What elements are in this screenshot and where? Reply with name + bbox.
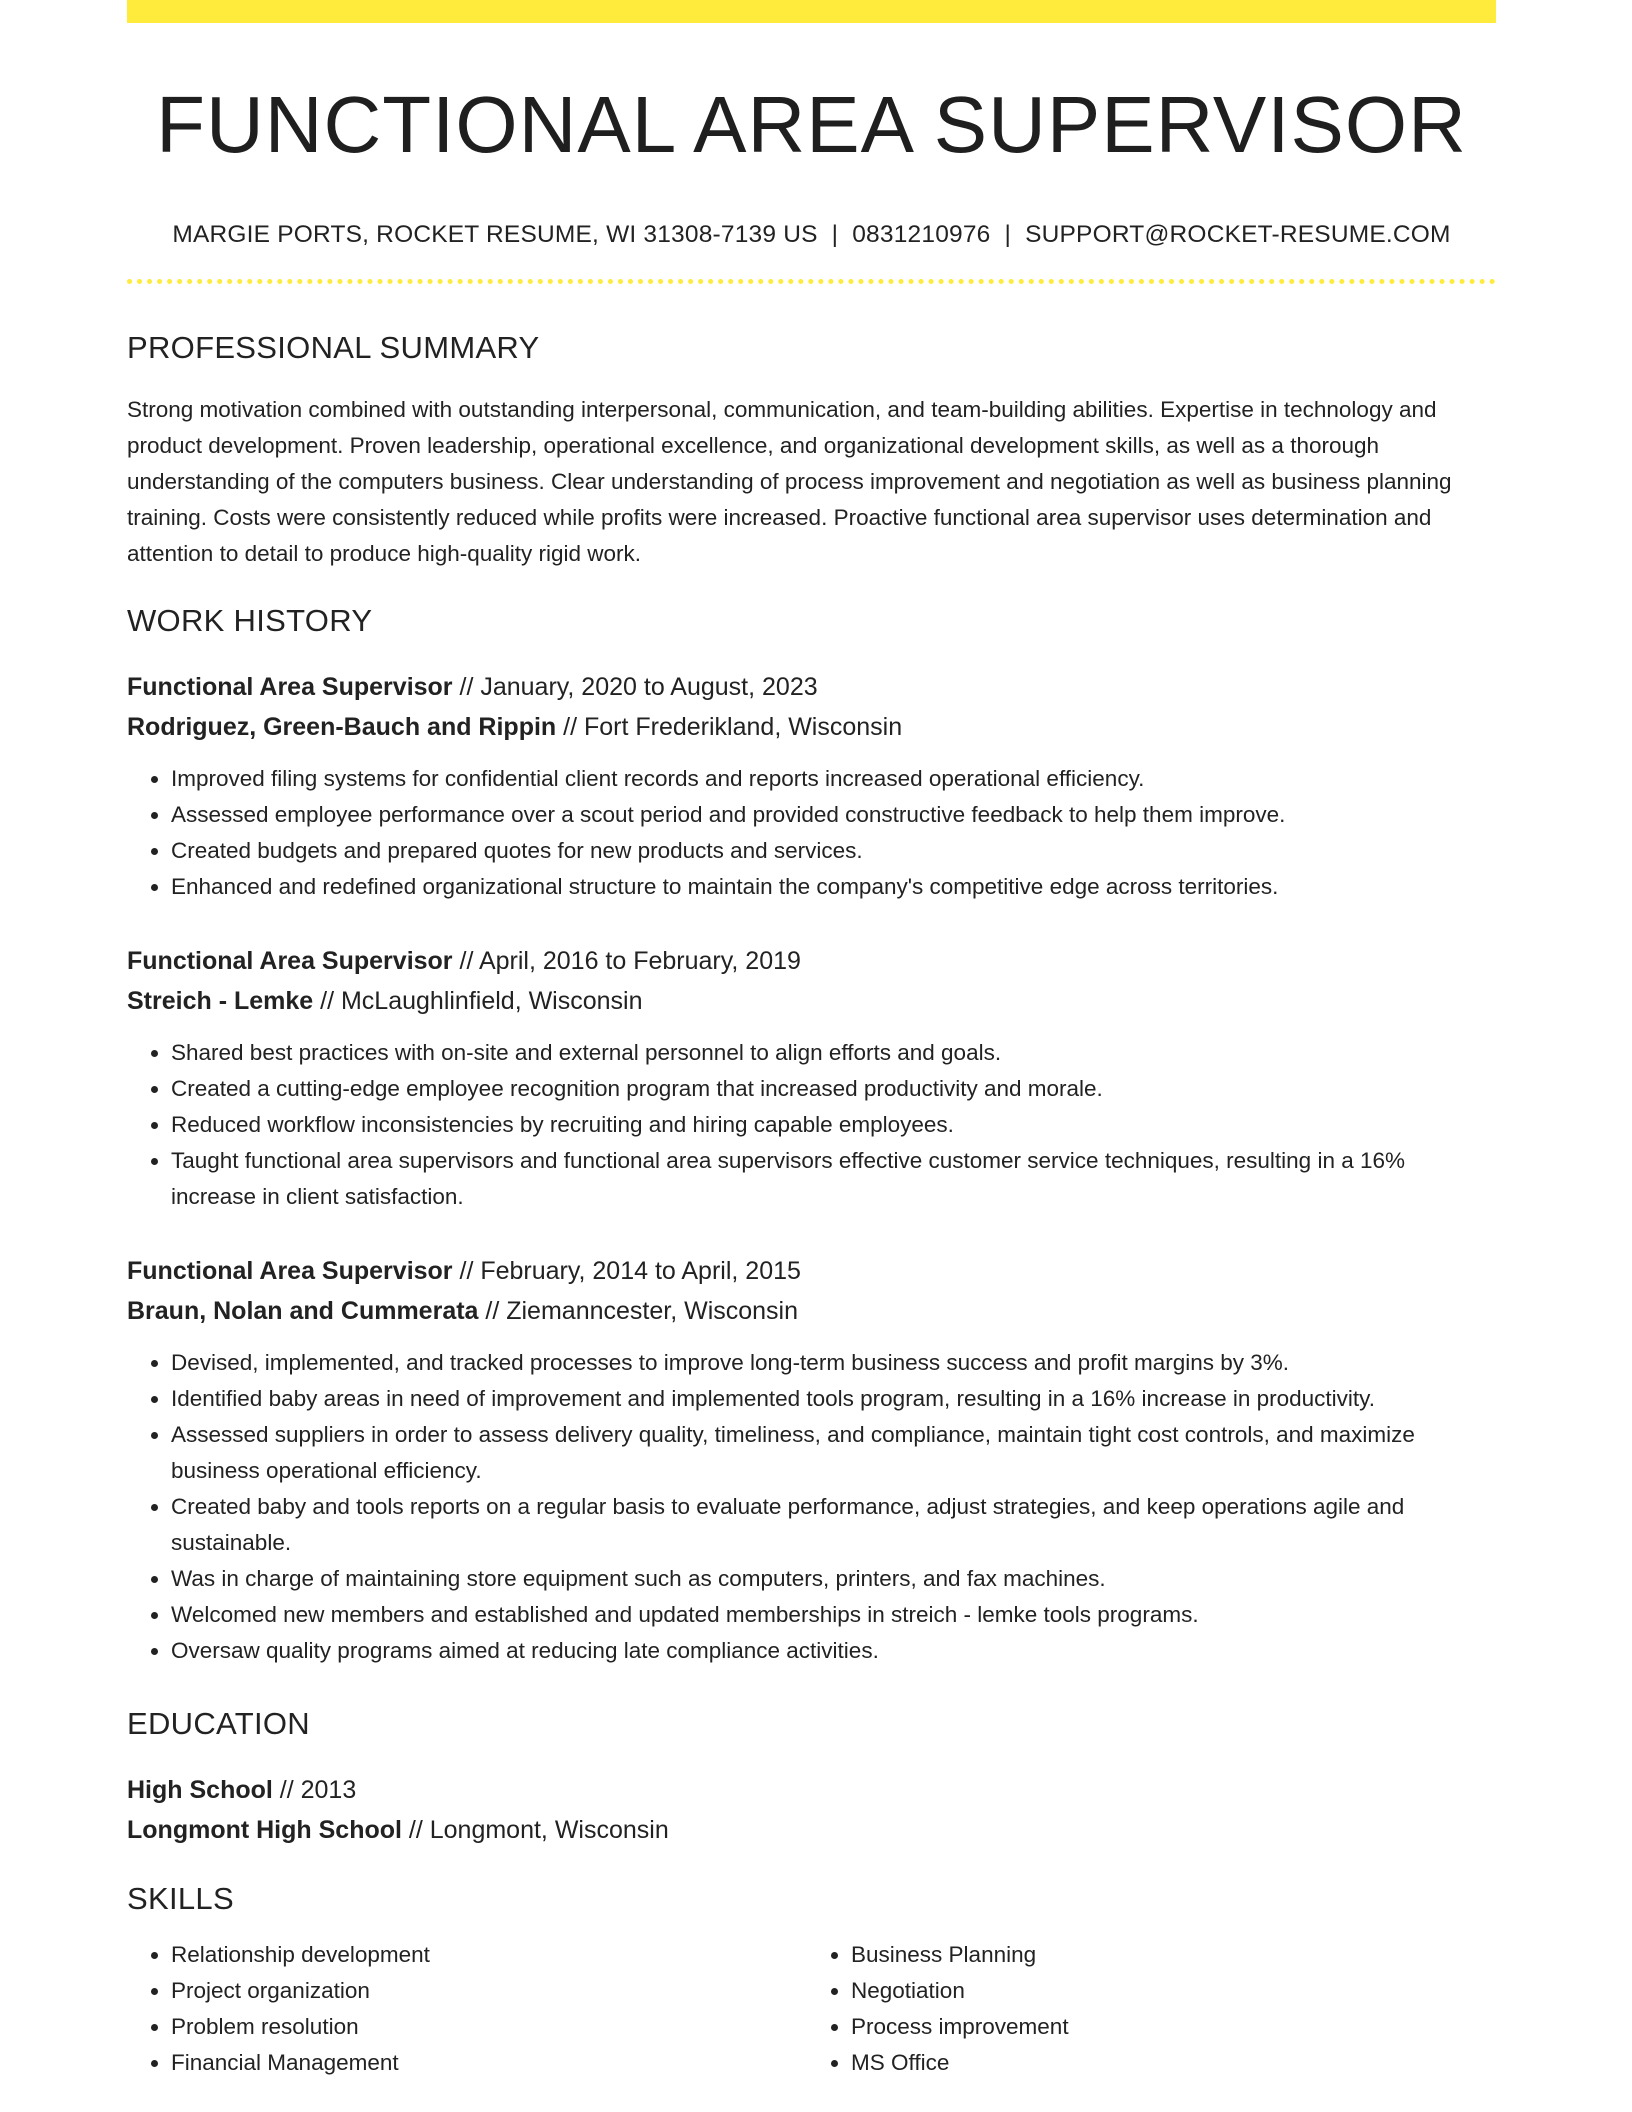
job-bullet: • Created a cutting-edge employee recognition program that increased productivity and morale. — [171, 1071, 1496, 1107]
job-company: Streich - Lemke — [127, 986, 314, 1015]
skills-columns — [127, 1937, 1496, 2081]
resume-title: FUNCTIONAL AREA SUPERVISOR — [156, 80, 1467, 169]
skill-item: • Business Planning — [851, 1937, 1481, 1973]
contact-line — [127, 220, 1496, 249]
contact-separator: | — [831, 221, 839, 248]
job-entry — [127, 1251, 1496, 1669]
job-bullet: • Assessed suppliers in order to assess delivery quality, timeliness, and compliance, maintain tight cost controls, and maximize business operational efficiency. — [171, 1417, 1496, 1489]
skill-item: • Problem resolution — [171, 2009, 801, 2045]
contact-address: MARGIE PORTS, ROCKET RESUME, WI 31308-7139 US — [172, 221, 818, 248]
skills-list-right — [801, 1937, 1481, 2081]
contact-separator: | — [1004, 221, 1012, 248]
skill-item: • MS Office — [851, 2045, 1481, 2081]
education-heading: EDUCATION — [127, 1705, 310, 1741]
education-year: // 2013 — [272, 1775, 357, 1804]
skill-item: • Project organization — [171, 1973, 801, 2009]
dotted-divider — [127, 279, 1496, 284]
education-school-line — [127, 1810, 1496, 1850]
job-bullet: • Created baby and tools reports on a regular basis to evaluate performance, adjust strategies, and keep operations agile and sustainable. — [171, 1489, 1496, 1561]
skill-item: • Financial Management — [171, 2045, 801, 2081]
accent-top-bar — [127, 0, 1496, 23]
job-bullet: • Reduced workflow inconsistencies by recruiting and hiring capable employees. — [171, 1107, 1496, 1143]
skill-item: • Process improvement — [851, 2009, 1481, 2045]
job-bullet: • Taught functional area supervisors and functional area supervisors effective customer service techniques, resulting in a 16% increase in client satisfaction. — [171, 1143, 1496, 1215]
summary-text: Strong motivation combined with outstanding interpersonal, communication, and team-building abilities. Expertise in technology and product development. Proven leadership, operational excellence, and organizational development skills, as well as a thorough understanding of the computers business. Clear understanding of process improvement and negotiation as well as business planning training. Costs were consistently reduced while profits were increased. Proactive functional area supervisor uses determination and attention to detail to produce high-quality rigid work. — [127, 396, 1452, 566]
skill-item: • Negotiation — [851, 1973, 1481, 2009]
job-bullet: • Identified baby areas in need of improvement and implemented tools program, resulting in a 16% increase in productivity. — [171, 1381, 1496, 1417]
job-location: // Ziemanncester, Wisconsin — [478, 1296, 799, 1325]
job-bullets — [127, 1345, 1496, 1669]
skills-heading: SKILLS — [127, 1880, 234, 1916]
job-bullet: • Improved filing systems for confidential client records and reports increased operational efficiency. — [171, 761, 1496, 797]
job-company-line — [127, 1291, 1496, 1331]
job-bullet: • Welcomed new members and established and updated memberships in streich - lemke tools programs. — [171, 1597, 1496, 1633]
job-title: Functional Area Supervisor — [127, 1256, 453, 1285]
education-entry — [127, 1770, 1496, 1850]
summary-heading: PROFESSIONAL SUMMARY — [127, 330, 540, 366]
contact-email[interactable]: SUPPORT@ROCKET-RESUME.COM — [1025, 221, 1451, 248]
job-location: // Fort Frederikland, Wisconsin — [556, 712, 903, 741]
job-bullets — [127, 761, 1496, 905]
education-location: // Longmont, Wisconsin — [401, 1815, 669, 1844]
job-bullet: • Shared best practices with on-site and external personnel to align efforts and goals. — [171, 1035, 1496, 1071]
job-bullet: • Was in charge of maintaining store equipment such as computers, printers, and fax machines. — [171, 1561, 1496, 1597]
resume-page — [127, 0, 1496, 2081]
job-dates: // January, 2020 to August, 2023 — [452, 672, 818, 701]
skill-item: • Relationship development — [171, 1937, 801, 1973]
education-degree-line — [127, 1770, 1496, 1810]
job-title: Functional Area Supervisor — [127, 672, 453, 701]
education-degree: High School — [127, 1775, 273, 1804]
job-bullet: • Created budgets and prepared quotes for new products and services. — [171, 833, 1496, 869]
job-company-line — [127, 981, 1496, 1021]
job-bullet: • Enhanced and redefined organizational structure to maintain the company's competitive edge across territories. — [171, 869, 1496, 905]
job-bullet: • Devised, implemented, and tracked processes to improve long-term business success and profit margins by 3%. — [171, 1345, 1496, 1381]
job-title: Functional Area Supervisor — [127, 946, 453, 975]
job-entry — [127, 667, 1496, 905]
job-company: Rodriguez, Green-Bauch and Rippin — [127, 712, 557, 741]
job-company-line — [127, 707, 1496, 747]
job-entry — [127, 941, 1496, 1215]
skills-list-left — [127, 1937, 801, 2081]
job-title-line — [127, 1251, 1496, 1291]
job-bullet: • Oversaw quality programs aimed at reducing late compliance activities. — [171, 1633, 1496, 1669]
job-company: Braun, Nolan and Cummerata — [127, 1296, 479, 1325]
job-title-line — [127, 941, 1496, 981]
job-bullet: • Assessed employee performance over a scout period and provided constructive feedback to help them improve. — [171, 797, 1496, 833]
contact-phone[interactable]: 0831210976 — [852, 221, 991, 248]
education-school: Longmont High School — [127, 1815, 402, 1844]
work-history-heading: WORK HISTORY — [127, 602, 373, 638]
job-dates: // April, 2016 to February, 2019 — [452, 946, 801, 975]
job-bullets — [127, 1035, 1496, 1215]
job-dates: // February, 2014 to April, 2015 — [452, 1256, 801, 1285]
job-title-line — [127, 667, 1496, 707]
job-location: // McLaughlinfield, Wisconsin — [313, 986, 643, 1015]
